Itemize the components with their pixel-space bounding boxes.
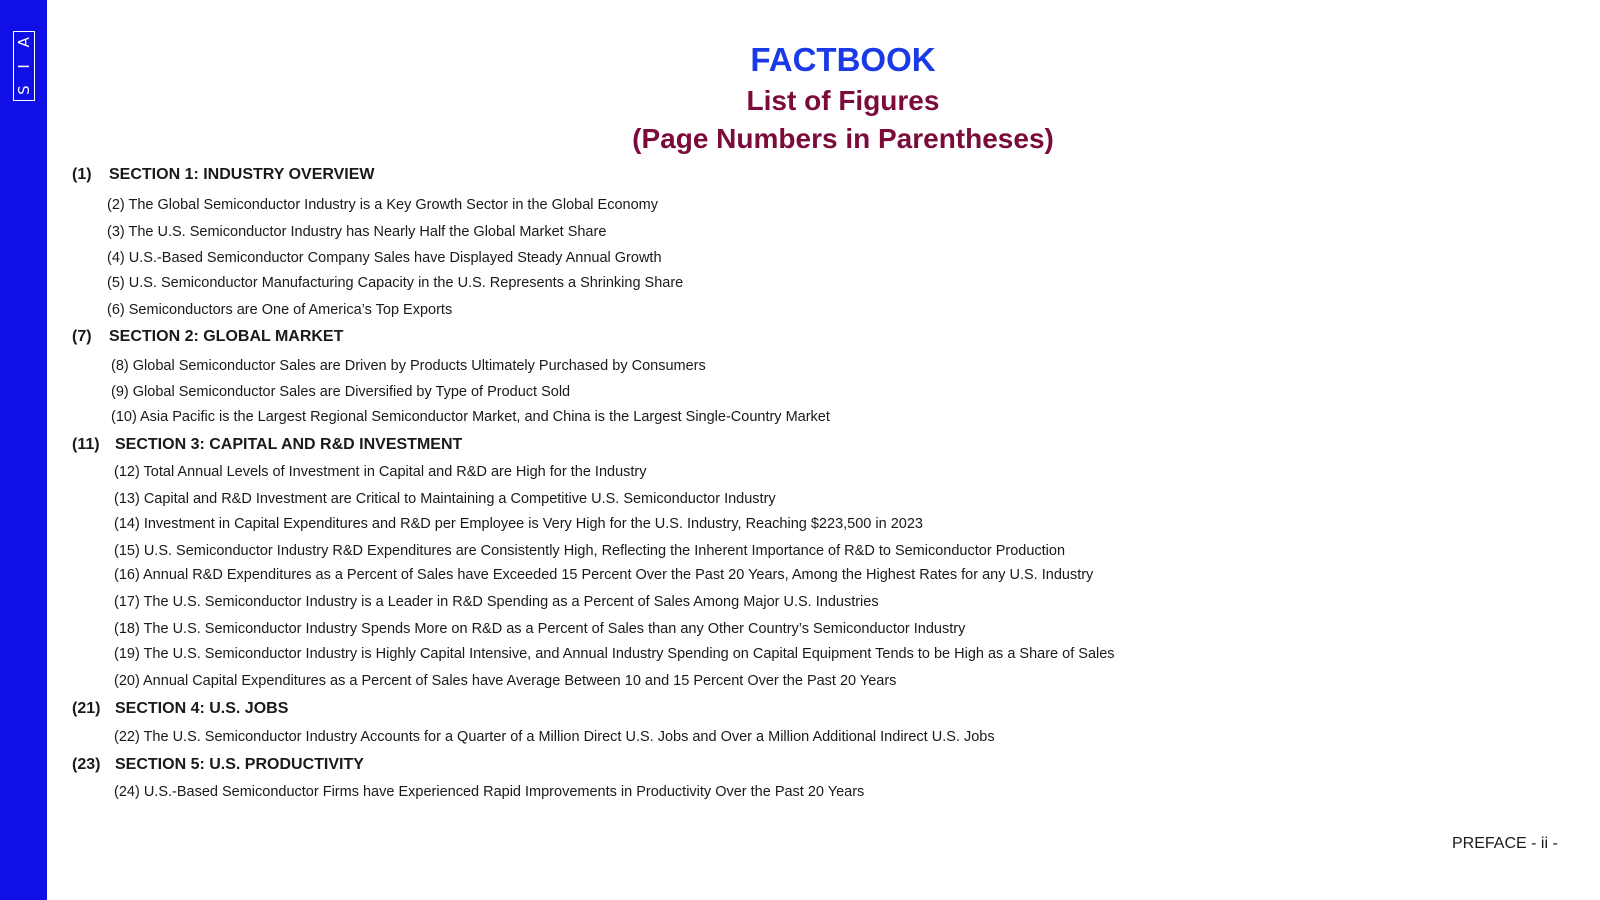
list-item: (10) Asia Pacific is the Largest Regional Semiconductor Market, and China is the Largest Single-Country Market xyxy=(111,409,830,425)
section-page-number: (23) xyxy=(72,756,101,773)
section-title: SECTION 4: U.S. JOBS xyxy=(115,700,289,717)
list-item: (14) Investment in Capital Expenditures and R&D per Employee is Very High for the U.S. Industry, Reaching $223,500 in 2023 xyxy=(114,516,923,532)
page-subtitle: List of Figures xyxy=(746,85,940,116)
section-heading xyxy=(72,700,288,718)
list-item: (2) The Global Semiconductor Industry is a Key Growth Sector in the Global Economy xyxy=(107,197,658,213)
list-item: (8) Global Semiconductor Sales are Driven by Products Ultimately Purchased by Consumers xyxy=(111,358,706,374)
page-number-footer: PREFACE - ii - xyxy=(1452,835,1558,852)
list-item: (3) The U.S. Semiconductor Industry has Nearly Half the Global Market Share xyxy=(107,224,607,240)
list-item: (19) The U.S. Semiconductor Industry is Highly Capital Intensive, and Annual Industry Spending on Capital Equipment Tends to be High as a Share of Sales xyxy=(114,646,1115,662)
list-item: (9) Global Semiconductor Sales are Diversified by Type of Product Sold xyxy=(111,384,571,400)
list-item: (4) U.S.-Based Semiconductor Company Sales have Displayed Steady Annual Growth xyxy=(107,250,662,266)
page-note: (Page Numbers in Parentheses) xyxy=(632,123,1054,154)
list-item: (24) U.S.-Based Semiconductor Firms have Experienced Rapid Improvements in Productivity Over the Past 20 Years xyxy=(114,784,865,800)
list-item: (18) The U.S. Semiconductor Industry Spends More on R&D as a Percent of Sales than any Other Country’s Semiconductor Industry xyxy=(114,621,966,637)
section-title: SECTION 1: INDUSTRY OVERVIEW xyxy=(109,166,375,183)
section-title: SECTION 2: GLOBAL MARKET xyxy=(109,328,344,345)
section-page-number: (21) xyxy=(72,700,101,717)
section-page-number: (1) xyxy=(72,166,92,183)
list-item: (17) The U.S. Semiconductor Industry is a Leader in R&D Spending as a Percent of Sales Among Major U.S. Industries xyxy=(114,594,879,610)
section-heading xyxy=(72,756,364,774)
page-title: FACTBOOK xyxy=(750,41,936,78)
section-heading xyxy=(72,328,343,346)
list-item: (5) U.S. Semiconductor Manufacturing Capacity in the U.S. Represents a Shrinking Share xyxy=(107,275,684,291)
list-item: (12) Total Annual Levels of Investment in Capital and R&D are High for the Industry xyxy=(114,464,647,480)
list-item: (20) Annual Capital Expenditures as a Percent of Sales have Average Between 10 and 15 Percent Over the Past 20 Years xyxy=(114,673,897,689)
list-item: (6) Semiconductors are One of America’s Top Exports xyxy=(107,302,453,318)
section-page-number: (7) xyxy=(72,328,92,345)
list-item: (13) Capital and R&D Investment are Critical to Maintaining a Competitive U.S. Semiconductor Industry xyxy=(114,491,776,507)
list-item: (15) U.S. Semiconductor Industry R&D Expenditures are Consistently High, Reflecting the Inherent Importance of R&D to Semiconductor Production xyxy=(114,543,1066,559)
section-page-number: (11) xyxy=(72,436,100,453)
section-heading xyxy=(72,166,375,184)
list-item: (16) Annual R&D Expenditures as a Percent of Sales have Exceeded 15 Percent Over the Past 20 Years, Among the Highest Rates for any U.S. Industry xyxy=(114,567,1094,583)
section-title: SECTION 3: CAPITAL AND R&D INVESTMENT xyxy=(115,436,463,453)
logo-text: S I A xyxy=(15,31,33,95)
section-heading xyxy=(72,436,462,454)
section-title: SECTION 5: U.S. PRODUCTIVITY xyxy=(115,756,364,773)
list-item: (22) The U.S. Semiconductor Industry Accounts for a Quarter of a Million Direct U.S. Jobs and Over a Million Additional Indirect U.S. Jobs xyxy=(114,729,995,745)
